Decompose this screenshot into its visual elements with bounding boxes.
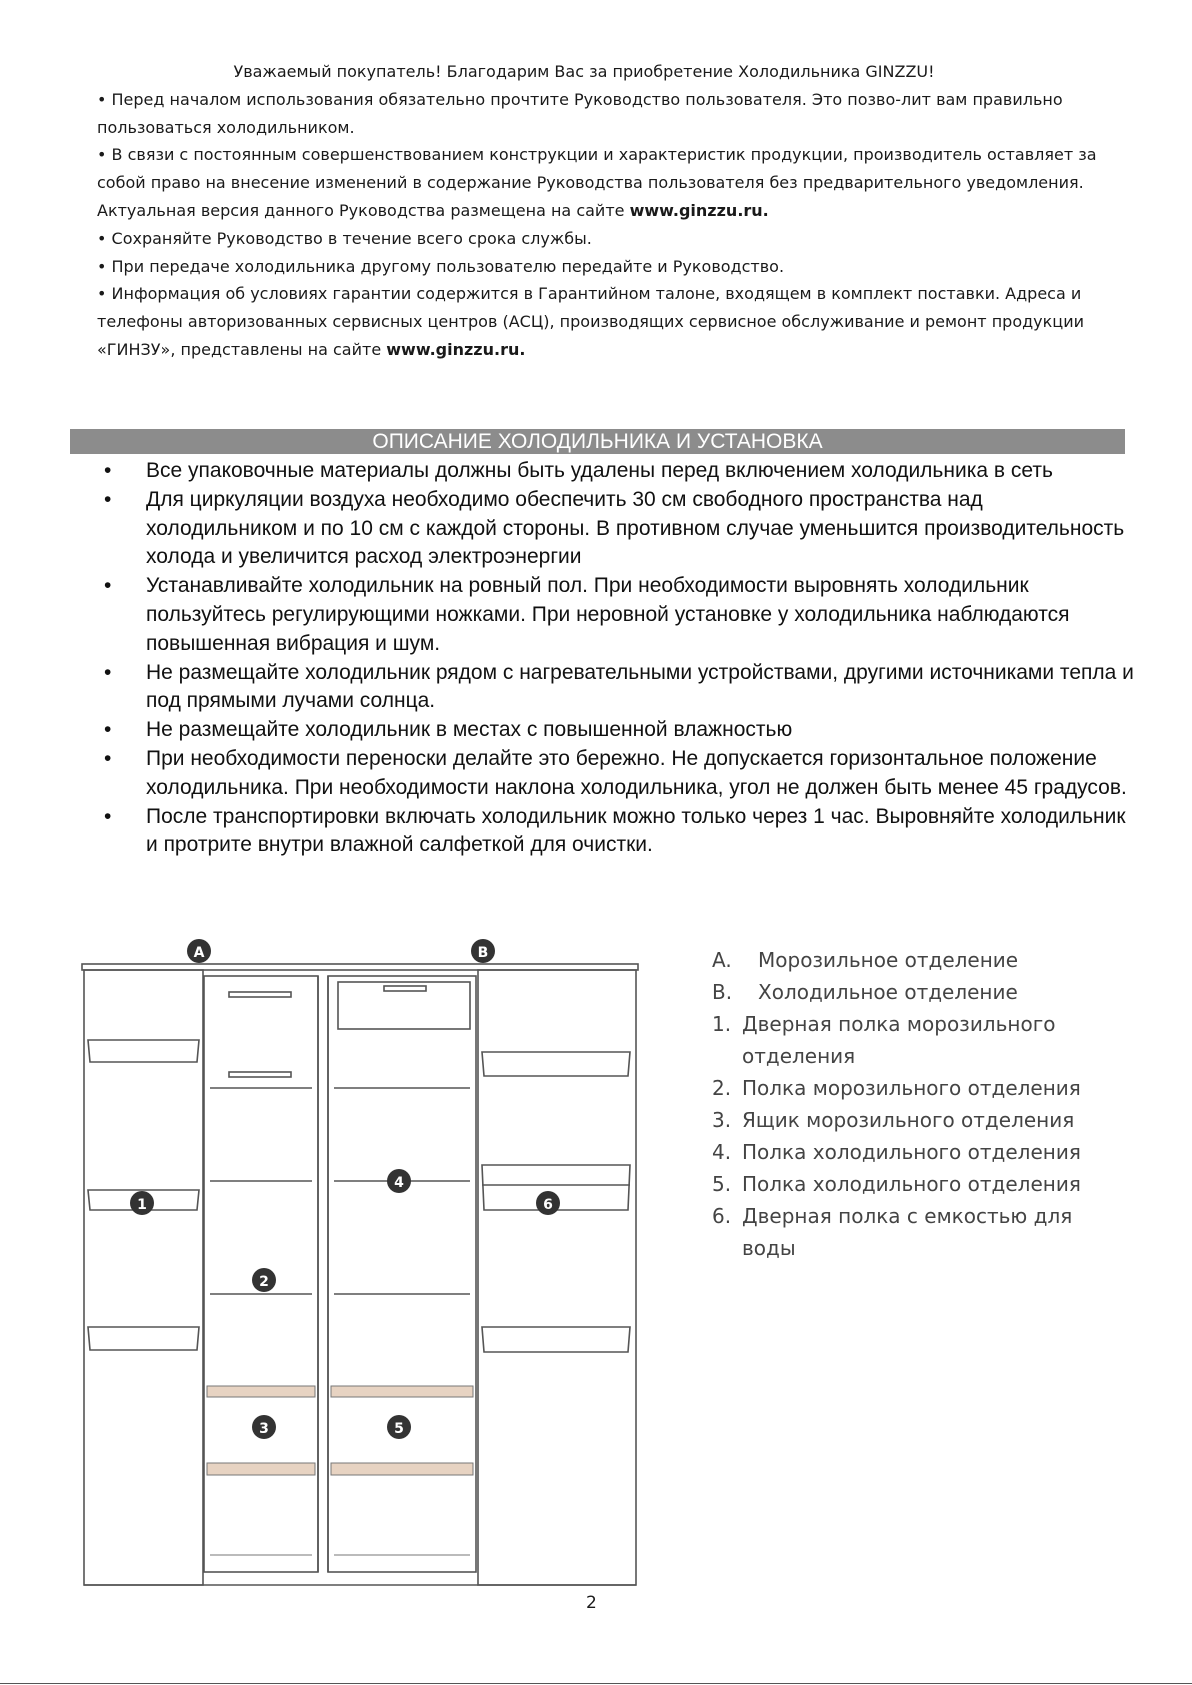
marker-b-label: B <box>477 945 489 961</box>
marker-1-label: 1 <box>137 1197 147 1213</box>
bullet-icon: • <box>104 804 112 828</box>
intro-paragraph-5-text: • Информация об условиях гарантии содержится в Гарантийном талоне, входящем в комплект поставки. Адреса и телефоны авторизованных сервисных центров (АСЦ), производящих сервисное обслуживание и ремонт продукции «ГИНЗУ», представлены на сайте <box>97 284 1084 359</box>
diagram-legend <box>712 944 1178 1264</box>
intro-paragraph-1: • Перед началом использования обязательно прочтите Руководство пользователя. Это позво-лит вам правильно пользоваться холодильником. <box>97 89 1063 137</box>
bullet-icon: • <box>104 574 112 598</box>
bullet-icon: • <box>104 660 112 684</box>
marker-a-label: A <box>193 945 205 961</box>
intro-paragraph-2-text: • В связи с постоянным совершенствованием конструкции и характеристик продукции, производитель оставляет за собой право на внесение изменений в содержание Руководства пользователя без предварительного уведомления. Актуальная версия данного Руководства размещена на сайте <box>97 145 1097 220</box>
page-number: 2 <box>586 1593 597 1613</box>
legend-item: 3. Ящик морозильного отделения <box>712 1108 1075 1132</box>
list-item: • Устанавливайте холодильник на ровный пол. При необходимости выровнять холодильник пользуйтесь регулирующими ножками. При неровной установке у холодильника наблюдаются повышенная вибрация и шум. <box>104 574 1070 655</box>
list-item: • Для циркуляции воздуха необходимо обеспечить 30 см свободного пространства над холодильником и по 10 см с каждой стороны. В противном случае уменьшится производительность холода и увеличится расход электроэнергии <box>104 487 1125 569</box>
bullet-icon: • <box>104 459 112 482</box>
legend-item: 4. Полка холодильного отделения <box>712 1140 1081 1164</box>
legend-item: 5. Полка холодильного отделения <box>712 1172 1081 1196</box>
list-item: • Не размещайте холодильник в местах с повышенной влажностью <box>96 716 1136 745</box>
markers <box>130 939 560 1439</box>
legend-item: A. Морозильное отделение <box>712 948 1019 972</box>
legend-item: 6. Дверная полка с емкостью для воды <box>712 1204 1073 1260</box>
bullet-icon: • <box>104 487 112 511</box>
section-title: ОПИСАНИЕ ХОЛОДИЛЬНИКА И УСТАНОВКА <box>372 430 823 453</box>
marker-3-label: 3 <box>259 1421 269 1437</box>
bullet-icon: • <box>104 746 112 770</box>
list-item: • При необходимости переноски делайте это бережно. Не допускается горизонтальное положение холодильника. При необходимости наклона холодильника, угол не должен быть менее 45 градусов. <box>104 746 1127 799</box>
bottom-divider <box>0 1683 1192 1684</box>
bullet-icon: • <box>104 718 112 742</box>
website-link[interactable]: www.ginzzu.ru. <box>386 339 526 359</box>
marker-4-label: 4 <box>394 1175 404 1191</box>
marker-6-label: 6 <box>543 1197 553 1213</box>
intro-paragraph-3: • Сохраняйте Руководство в течение всего срока службы. <box>97 228 592 248</box>
intro-paragraph-4: • При передаче холодильника другому пользователю передайте и Руководство. <box>97 256 785 276</box>
website-link[interactable]: www.ginzzu.ru. <box>629 200 769 220</box>
greeting: Уважаемый покупатель! Благодарим Вас за приобретение Холодильника GINZZU! <box>233 62 935 81</box>
fridge-outline <box>82 964 638 1585</box>
legend-item: B. Холодильное отделение <box>712 980 1018 1004</box>
list-item: • Все упаковочные материалы должны быть удалены перед включением холодильника в сеть <box>96 457 1136 486</box>
marker-5-label: 5 <box>394 1421 404 1437</box>
list-item: • Не размещайте холодильник рядом с нагревательными устройствами, другими источниками тепла и под прямыми лучами солнца. <box>104 660 1134 713</box>
drawer-bands <box>207 1386 473 1555</box>
legend-item: 2. Полка морозильного отделения <box>712 1076 1081 1100</box>
list-item: • После транспортировки включать холодильник можно только через 1 час. Выровняйте холодильник и протрите внутри влажной салфеткой для очистки. <box>104 804 1126 857</box>
marker-2-label: 2 <box>259 1274 269 1290</box>
legend-item: 1. Дверная полка морозильного отделения <box>712 1012 1056 1068</box>
